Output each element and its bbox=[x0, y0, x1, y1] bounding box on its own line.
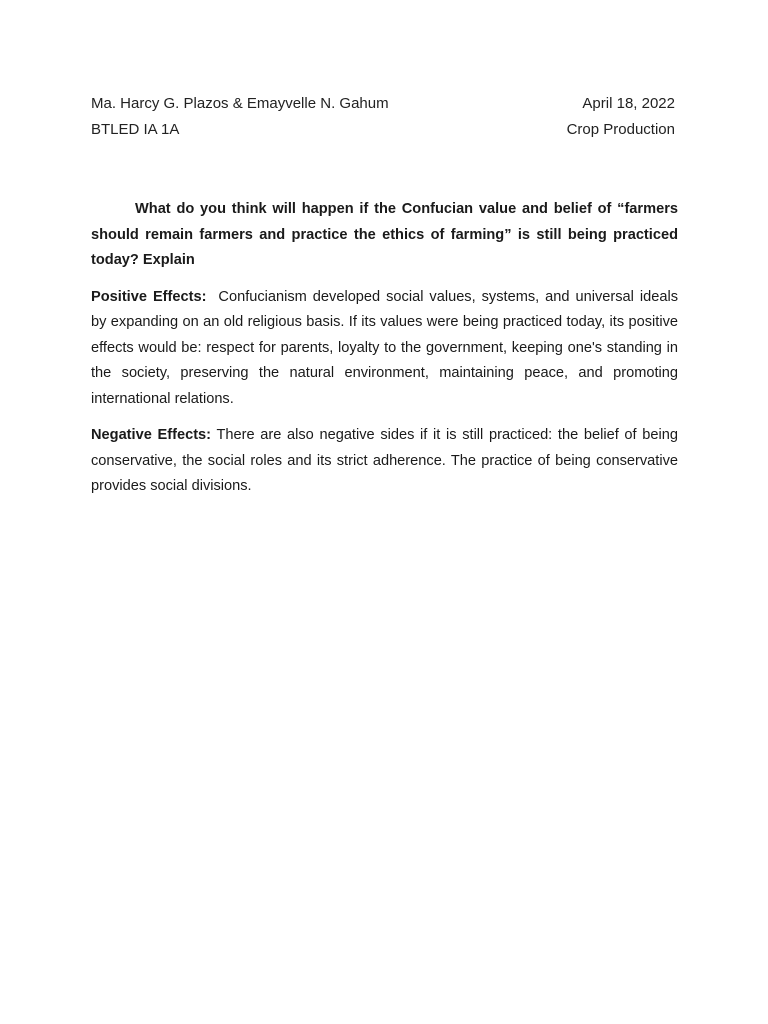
negative-effects-paragraph bbox=[91, 423, 678, 500]
positive-effects-text: Confucianism developed social values, systems, and universal ideals by expanding on an old religious basis. If its values were being practiced today, its positive effects would be: respect for parents, loyalty to the government, keeping one's standing in the society, preserving the natural environment, maintaining peace, and promoting international relations. bbox=[91, 288, 679, 407]
positive-effects-paragraph bbox=[91, 285, 678, 413]
question-prompt: What do you think will happen if the Confucian value and belief of “farmers should remain farmers and practice the ethics of farming” is still being practiced today? Explain bbox=[91, 201, 678, 268]
authors: Ma. Harcy G. Plazos & Emayvelle N. Gahum bbox=[91, 95, 389, 112]
date: April 18, 2022 bbox=[582, 95, 675, 112]
header-row-section-subject bbox=[91, 121, 675, 139]
header-row-authors-date bbox=[91, 95, 675, 113]
negative-effects-label: Negative Effects: bbox=[91, 427, 212, 443]
document-body bbox=[91, 197, 678, 511]
subject: Crop Production bbox=[566, 121, 675, 138]
negative-effects-text: There are also negative sides if it is still practiced: the belief of being conservative, the social roles and its strict adherence. The practice of being conservative provides social divisions. bbox=[91, 427, 678, 494]
section: BTLED IA 1A bbox=[91, 121, 180, 138]
positive-effects-label: Positive Effects: bbox=[91, 288, 207, 305]
